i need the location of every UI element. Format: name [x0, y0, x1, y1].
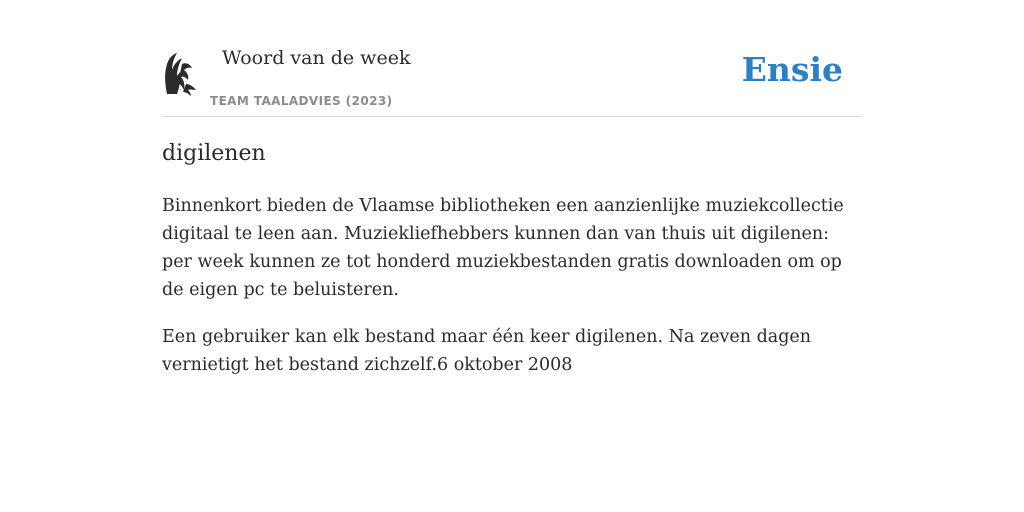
article-paragraph: Een gebruiker kan elk bestand maar één keer digilenen. Na zeven dagen vernietigt het bestand zichzelf.6 oktober 2008 — [162, 327, 812, 375]
author-label: TEAM TAALADVIES (2023) — [210, 94, 393, 108]
ensie-brand-link[interactable]: Ensie — [741, 50, 843, 89]
page-header — [162, 0, 862, 117]
entry-word-heading: digilenen — [162, 141, 266, 166]
page-title: Woord van de week — [222, 47, 411, 69]
flemish-lion-logo-icon — [162, 50, 198, 96]
page-container — [162, 0, 862, 375]
article-paragraph: Binnenkort bieden de Vlaamse bibliotheken een aanzienlijke muziekcollectie digitaal te leen aan. Muziekliefhebbers kunnen dan van thuis uit digilenen: per week kunnen ze tot honderd muziekbestanden gratis downloaden om op de eigen pc te beluisteren. — [162, 196, 844, 300]
article-body — [162, 192, 862, 398]
